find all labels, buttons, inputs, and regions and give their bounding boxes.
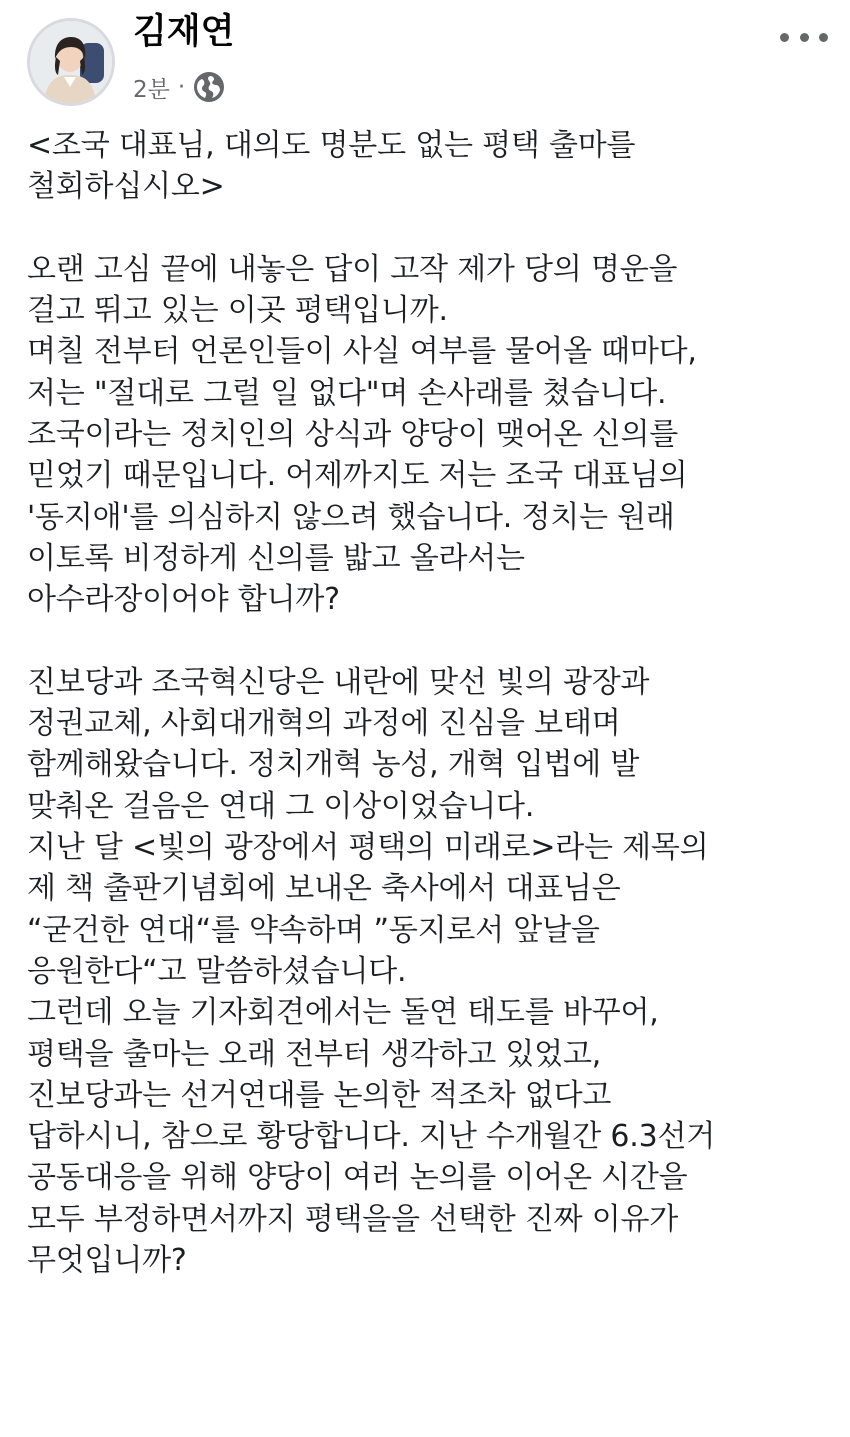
post-text-line: 철회하십시오> <box>27 169 225 205</box>
globe-icon[interactable] <box>193 71 225 103</box>
post-text-line: 공동대응을 위해 양당이 여러 논의를 이어온 시간을 <box>27 1160 688 1196</box>
avatar-photo-icon <box>30 21 112 103</box>
post-text-line: 아수라장이어야 합니까? <box>27 582 340 618</box>
post-text-line: '동지애'를 의심하지 않으려 했습니다. 정치는 원래 <box>27 499 675 535</box>
post-text-line: 제 책 출판기념회에 보내온 축사에서 대표님은 <box>27 871 621 907</box>
post-body <box>27 125 827 1281</box>
more-horizontal-icon-dot <box>819 33 828 42</box>
post-text-line: 답하시니, 참으로 황당합니다. 지난 수개월간 6.3선거 <box>27 1119 716 1155</box>
post-text-line: 평택을 출마는 오래 전부터 생각하고 있었고, <box>27 1036 602 1072</box>
more-horizontal-icon-dot <box>800 33 809 42</box>
post-text-line: 진보당과 조국혁신당은 내란에 맞선 빛의 광장과 <box>27 664 650 700</box>
post-text-line: <조국 대표님, 대의도 명분도 없는 평택 출마를 <box>27 128 636 163</box>
post-time[interactable]: 2분 <box>133 76 170 103</box>
paragraph-break <box>27 621 827 662</box>
post-text-line: 맞춰온 걸음은 연대 그 이상이었습니다. <box>27 788 535 824</box>
post-text-line: “굳건한 연대“를 약속하며 ”동지로서 앞날을 <box>27 912 600 948</box>
post-text-line: 며칠 전부터 언론인들이 사실 여부를 물어올 때마다, <box>27 334 697 370</box>
meta-separator: · <box>177 74 186 100</box>
post-text-line: 모두 부정하면서까지 평택을을 선택한 진짜 이유가 <box>27 1201 679 1237</box>
post-text-line: 저는 "절대로 그럴 일 없다"며 손사래를 쳤습니다. <box>27 375 667 411</box>
post-meta <box>133 70 225 104</box>
avatar[interactable] <box>27 18 115 106</box>
post-text-line: 정권교체, 사회대개혁의 과정에 진심을 보태며 <box>27 706 621 742</box>
post-text-line: 조국이라는 정치인의 상식과 양당이 맺어온 신의를 <box>27 417 679 453</box>
author-name[interactable]: 김재연 <box>133 12 235 52</box>
post-text-line: 걸고 뛰고 있는 이곳 평택입니까. <box>27 293 448 329</box>
post-text-line: 진보당과는 선거연대를 논의한 적조차 없다고 <box>27 1077 612 1113</box>
more-horizontal-icon <box>780 33 789 42</box>
post-header <box>0 0 850 125</box>
more-options-button[interactable] <box>780 22 828 52</box>
post-text-line: 응원한다“고 말씀하셨습니다. <box>27 953 407 989</box>
post-text-line: 이토록 비정하게 신의를 밟고 올라서는 <box>27 540 525 576</box>
paragraph-break <box>27 208 827 249</box>
post-text-line: 그런데 오늘 기자회견에서는 돌연 태도를 바꾸어, <box>27 995 659 1031</box>
post-text-line: 오랜 고심 끝에 내놓은 답이 고작 제가 당의 명운을 <box>27 251 678 287</box>
post-text-line: 함께해왔습니다. 정치개혁 농성, 개혁 입법에 발 <box>27 747 640 783</box>
post-text-line: 무엇입니까? <box>27 1243 187 1279</box>
post-text-line: 지난 달 <빛의 광장에서 평택의 미래로>라는 제목의 <box>27 830 709 866</box>
post-text-line: 믿었기 때문입니다. 어제까지도 저는 조국 대표님의 <box>27 458 688 494</box>
